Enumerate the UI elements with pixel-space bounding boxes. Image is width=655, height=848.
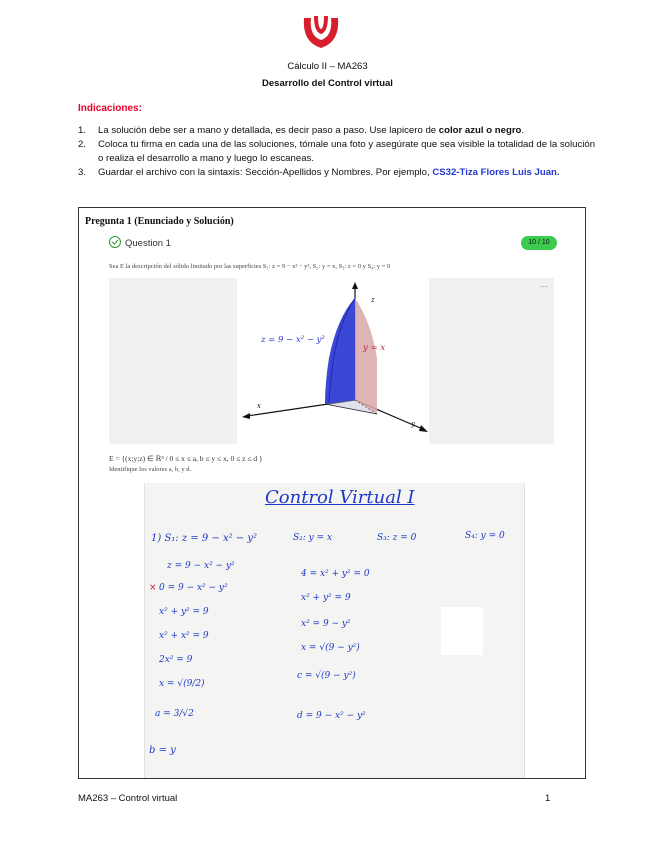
hw-left-step: x = √(9/2) bbox=[159, 679, 205, 689]
upc-logo bbox=[300, 12, 342, 52]
axis-z-label: z bbox=[371, 296, 375, 304]
instructions-list bbox=[78, 124, 598, 180]
hw-left-step: x² + x² = 9 bbox=[159, 631, 209, 641]
hw-left-step: 2x² = 9 bbox=[159, 655, 193, 665]
question-label: Question 1 bbox=[125, 238, 171, 249]
instruction-item: 3. Guardar el archivo con la sintaxis: Sección-Apellidos y Nombres. Por ejemplo, CS32-Tiza Flores Luis Juan. bbox=[78, 167, 560, 178]
check-circle-icon bbox=[109, 236, 121, 248]
solid-diagram bbox=[237, 278, 429, 444]
hw-left-step: a = 3/√2 bbox=[155, 709, 194, 719]
footer-text: MA263 – Control virtual bbox=[78, 793, 178, 804]
surface-label: z = 9 − x² − y² bbox=[261, 335, 325, 345]
hw-marker: × bbox=[149, 583, 157, 593]
solid-figure bbox=[237, 278, 429, 444]
axis-x-label: x bbox=[257, 402, 261, 410]
redaction-box bbox=[441, 607, 483, 655]
solid-figure-panel bbox=[109, 278, 554, 444]
hw-right-step: 4 = x² + y² = 0 bbox=[301, 569, 370, 579]
course-title: Cálculo II – MA263 bbox=[287, 61, 368, 72]
question-frame bbox=[78, 207, 586, 779]
hw-right-step: x = √(9 − y²) bbox=[301, 643, 360, 653]
instructions-title: Indicaciones: bbox=[78, 103, 142, 114]
question-ask: Identifique los valores a, b, y d. bbox=[109, 466, 192, 473]
handwritten-solution-photo bbox=[144, 483, 525, 779]
filename-example: CS32-Tiza Flores Luis Juan. bbox=[432, 167, 560, 178]
hw-left-step: z = 9 − x² − y² bbox=[167, 561, 235, 571]
hw-title: Control Virtual I bbox=[265, 487, 415, 508]
question-label-row bbox=[109, 236, 171, 249]
hw-s1: 1) S₁: z = 9 − x² − y² bbox=[151, 533, 257, 544]
hw-right-step: x² = 9 − y² bbox=[301, 619, 351, 629]
hw-s2: S₂: y = x bbox=[293, 533, 333, 543]
page-number: 1 bbox=[545, 793, 551, 804]
question-heading: Pregunta 1 (Enunciado y Solución) bbox=[85, 216, 234, 227]
hw-right-step: x² + y² = 9 bbox=[301, 593, 351, 603]
hw-left-step: x² + y² = 9 bbox=[159, 607, 209, 617]
hw-b-line: b = y bbox=[149, 745, 176, 756]
hw-s3: S₃: z = 0 bbox=[377, 533, 417, 543]
score-badge: 10 / 10 bbox=[521, 236, 557, 250]
instruction-item: 1. La solución debe ser a mano y detallada, es decir paso a paso. Use lapicero de color azul o negro. bbox=[78, 125, 525, 136]
hw-right-step: c = √(9 − y²) bbox=[297, 671, 356, 681]
more-options-icon[interactable]: ··· bbox=[540, 282, 548, 291]
instruction-item: 2. Coloca tu firma en cada una de las soluciones, tómale una foto y asegúrate que sea visible la totalidad de la solución o realiza el desarrollo a mano y luego lo escaneas. bbox=[78, 139, 596, 164]
hw-s4: S₄: y = 0 bbox=[465, 531, 505, 541]
axis-y-label: y bbox=[411, 420, 415, 428]
set-definition: E = {(x;y;z) ∈ ℝ³ / 0 ≤ x ≤ a, b ≤ y ≤ x, 0 ≤ z ≤ d } bbox=[109, 454, 263, 463]
document-subtitle: Desarrollo del Control virtual bbox=[262, 78, 393, 89]
hw-right-step: d = 9 − x² − y² bbox=[297, 711, 366, 721]
hw-left-step: 0 = 9 − x² − y² bbox=[159, 583, 228, 593]
question-statement: Sea E la descripción del sólido limitado por las superficies S₁: z = 9 − x² − y², S₂: y = x, S₃: z = 0 y S₄: y = 0 bbox=[109, 263, 391, 270]
plane-label: y = x bbox=[363, 343, 386, 353]
